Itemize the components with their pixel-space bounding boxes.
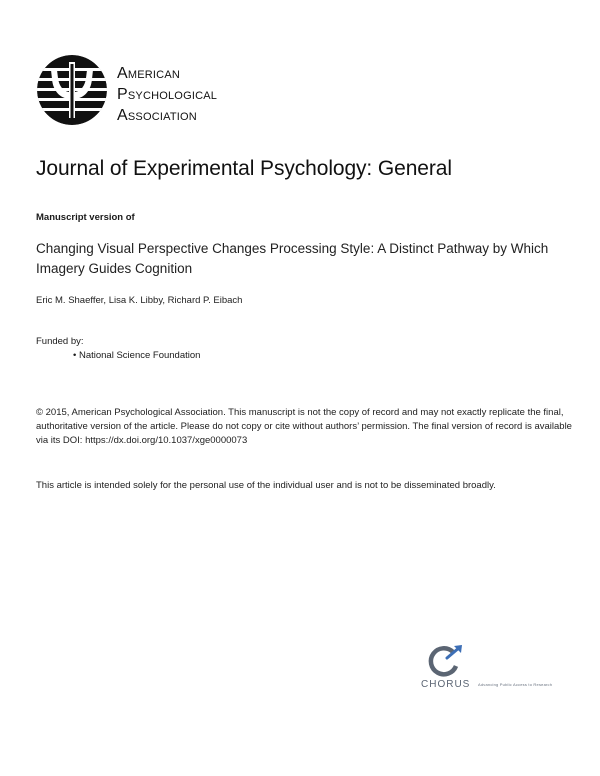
chorus-logo-icon [427, 644, 465, 678]
copyright-notice: © 2015, American Psychological Association. This manuscript is not the copy of record and may not exactly replicate the final, authoritative version of the article. Please do not copy or cite without authors’ permission. The final version of record is available via its DOI: https://dx.doi.org/10.1037/xge0000073 [36, 407, 572, 446]
funder-item: • National Science Foundation [73, 350, 200, 361]
article-title: Changing Visual Perspective Changes Processing Style: A Distinct Pathway by Which Imagery Guides Cognition [36, 241, 549, 276]
chorus-wordmark: CHORUS [421, 679, 471, 690]
author-list: Eric M. Shaeffer, Lisa K. Libby, Richard P. Eibach [36, 295, 243, 306]
apa-psi-logo-icon [36, 54, 108, 126]
org-line-2: Psychological [117, 86, 218, 103]
journal-title: Journal of Experimental Psychology: General [36, 157, 452, 180]
funder-list [73, 350, 200, 361]
chorus-tagline: Advancing Public Access to Research [478, 682, 553, 687]
usage-notice: This article is intended solely for the personal use of the individual user and is not to be disseminated broadly. [36, 480, 496, 491]
funding-label: Funded by: [36, 336, 84, 347]
org-line-3: Association [117, 107, 197, 124]
org-line-1: American [117, 65, 180, 82]
organization-name [117, 63, 217, 126]
manuscript-label: Manuscript version of [36, 212, 135, 223]
